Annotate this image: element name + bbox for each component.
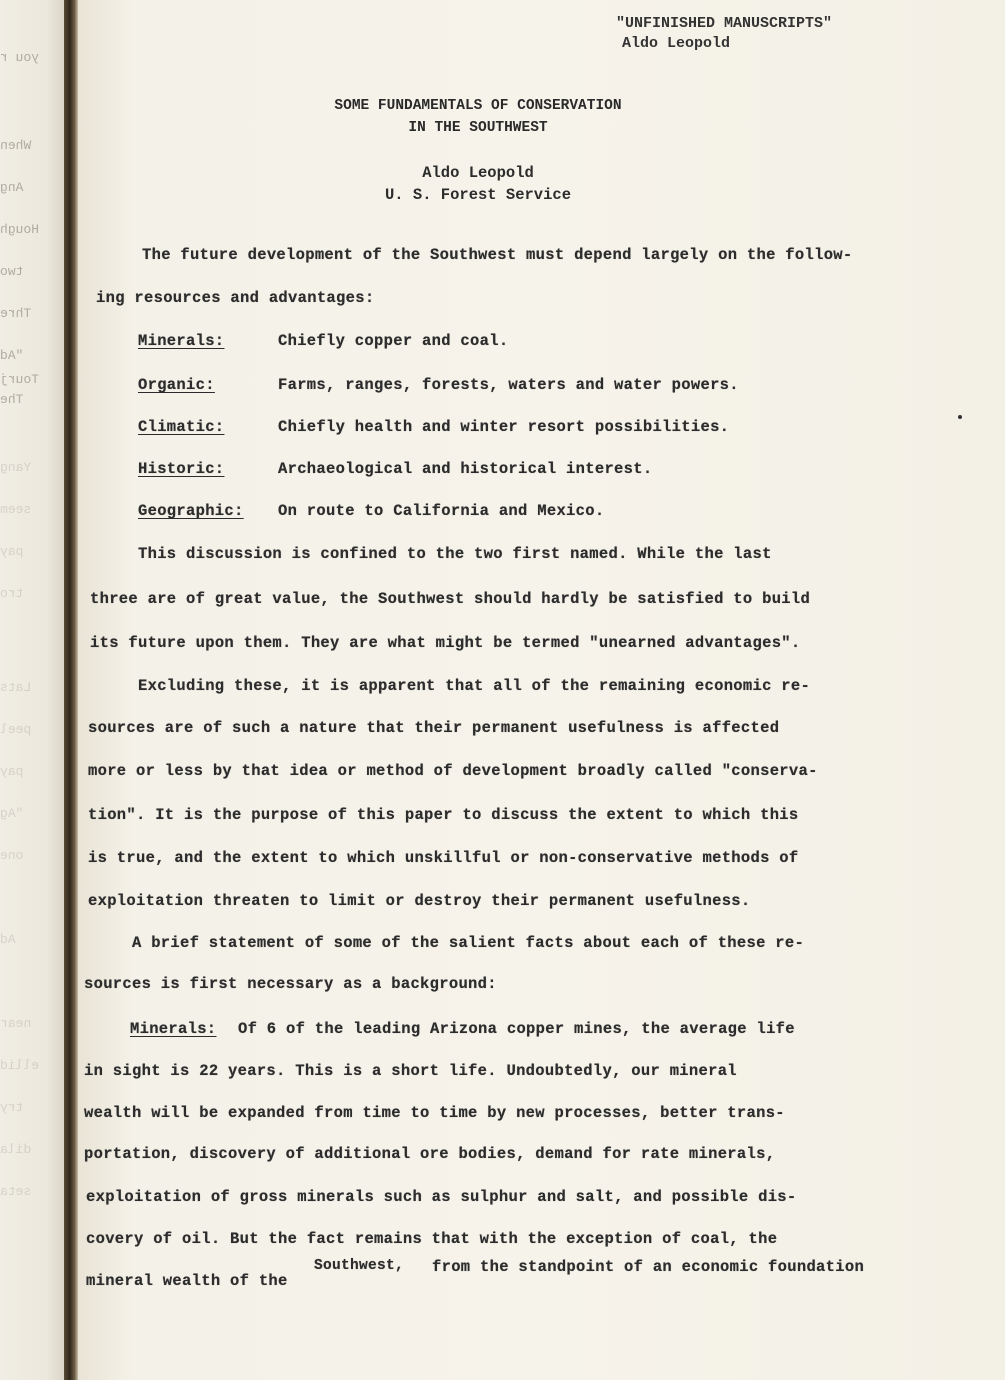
- byline-author: Aldo Leopold: [422, 164, 534, 182]
- paragraph-line: sources are of such a nature that their permanent usefulness is affected: [88, 719, 780, 737]
- bleed-text: When: [0, 138, 32, 153]
- paragraph-line: exploitation of gross minerals such as sulphur and salt, and possible dis-: [86, 1188, 797, 1206]
- bleed-text: "Ag: [0, 806, 24, 821]
- typewritten-page: [78, 0, 1005, 1380]
- resource-text: Archaeological and historical interest.: [278, 460, 653, 478]
- paragraph-line: exploitation threaten to limit or destroy their permanent usefulness.: [88, 892, 751, 910]
- paragraph-line: three are of great value, the Southwest should hardly be satisfied to build: [90, 590, 811, 608]
- bleed-text: seem: [0, 502, 32, 517]
- intro-line: The future development of the Southwest must depend largely on the follow-: [142, 246, 853, 264]
- resource-label: Geographic:: [138, 502, 244, 520]
- paragraph-line: from the standpoint of an economic foundation: [432, 1258, 865, 1276]
- paragraph-line: Of 6 of the leading Arizona copper mines, the average life: [238, 1020, 795, 1038]
- bleed-text: you r: [0, 50, 40, 65]
- resource-text: Chiefly copper and coal.: [278, 332, 509, 350]
- resource-label: Minerals:: [138, 332, 225, 350]
- resource-text: Chiefly health and winter resort possibilities.: [278, 418, 730, 436]
- paragraph-line: mineral wealth of the: [86, 1272, 288, 1290]
- paragraph-line: its future upon them. They are what might be termed "unearned advantages".: [90, 634, 801, 652]
- bleed-text: pay: [0, 764, 24, 779]
- bleed-text: Thre: [0, 306, 32, 321]
- bleed-text: Hough: [0, 222, 40, 237]
- bleed-text: seta: [0, 1184, 32, 1199]
- collection-title: "UNFINISHED MANUSCRIPTS": [616, 15, 833, 32]
- bleed-text: pay: [0, 544, 24, 559]
- paragraph-line: portation, discovery of additional ore bodies, demand for rate minerals,: [84, 1145, 776, 1163]
- paragraph-line: Excluding these, it is apparent that all of the remaining economic re-: [138, 677, 811, 695]
- document-title-line-2: IN THE SOUTHWEST: [408, 120, 548, 136]
- bleed-text: The: [0, 392, 24, 407]
- resource-label: Organic:: [138, 376, 215, 394]
- bleed-text: one: [0, 848, 24, 863]
- bleed-text: "Ad: [0, 348, 24, 363]
- paragraph-line: tion". It is the purpose of this paper to discuss the extent to which this: [88, 806, 799, 824]
- collection-stamp: [616, 14, 832, 54]
- paragraph-line: more or less by that idea or method of development broadly called "conserva-: [88, 762, 818, 780]
- page-binding: [64, 0, 78, 1380]
- ink-dot: [958, 415, 962, 419]
- byline-affiliation: U. S. Forest Service: [384, 186, 572, 204]
- resource-text: On route to California and Mexico.: [278, 502, 605, 520]
- bleed-text: dila: [0, 1142, 32, 1157]
- paragraph-line: wealth will be expanded from time to time by new processes, better trans-: [84, 1104, 785, 1122]
- paragraph-line: A brief statement of some of the salient facts about each of these re-: [132, 934, 805, 952]
- minerals-heading: Minerals:: [130, 1020, 217, 1038]
- inserted-word: Southwest,: [314, 1258, 405, 1274]
- bleed-text: peel: [0, 722, 32, 737]
- bleed-text: Ang: [0, 180, 24, 195]
- previous-page-edge: [0, 0, 66, 1380]
- collection-author: Aldo Leopold: [622, 35, 731, 52]
- paragraph-line: in sight is 22 years. This is a short life. Undoubtedly, our mineral: [84, 1062, 737, 1080]
- paragraph-line: This discussion is confined to the two first named. While the last: [138, 545, 772, 563]
- bleed-text: Lats: [0, 680, 32, 695]
- bleed-text: try: [0, 1100, 24, 1115]
- paragraph-line: is true, and the extent to which unskillful or non-conservative methods of: [88, 849, 799, 867]
- paragraph-line: sources is first necessary as a background:: [84, 975, 497, 993]
- bleed-text: Ad: [0, 932, 16, 947]
- bleed-text: two: [0, 264, 24, 279]
- bleed-text: ellid: [0, 1058, 40, 1073]
- bleed-text: Yang: [0, 460, 32, 475]
- bleed-text: tro: [0, 586, 24, 601]
- bleed-text: Tourj: [0, 372, 40, 387]
- resource-text: Farms, ranges, forests, waters and water powers.: [278, 376, 739, 394]
- paragraph-line: covery of oil. But the fact remains that with the exception of coal, the: [86, 1230, 778, 1248]
- intro-line: ing resources and advantages:: [96, 289, 375, 307]
- document-title-line-1: SOME FUNDAMENTALS OF CONSERVATION: [334, 98, 622, 114]
- bleed-text: near: [0, 1016, 32, 1031]
- resource-label: Climatic:: [138, 418, 225, 436]
- resource-label: Historic:: [138, 460, 225, 478]
